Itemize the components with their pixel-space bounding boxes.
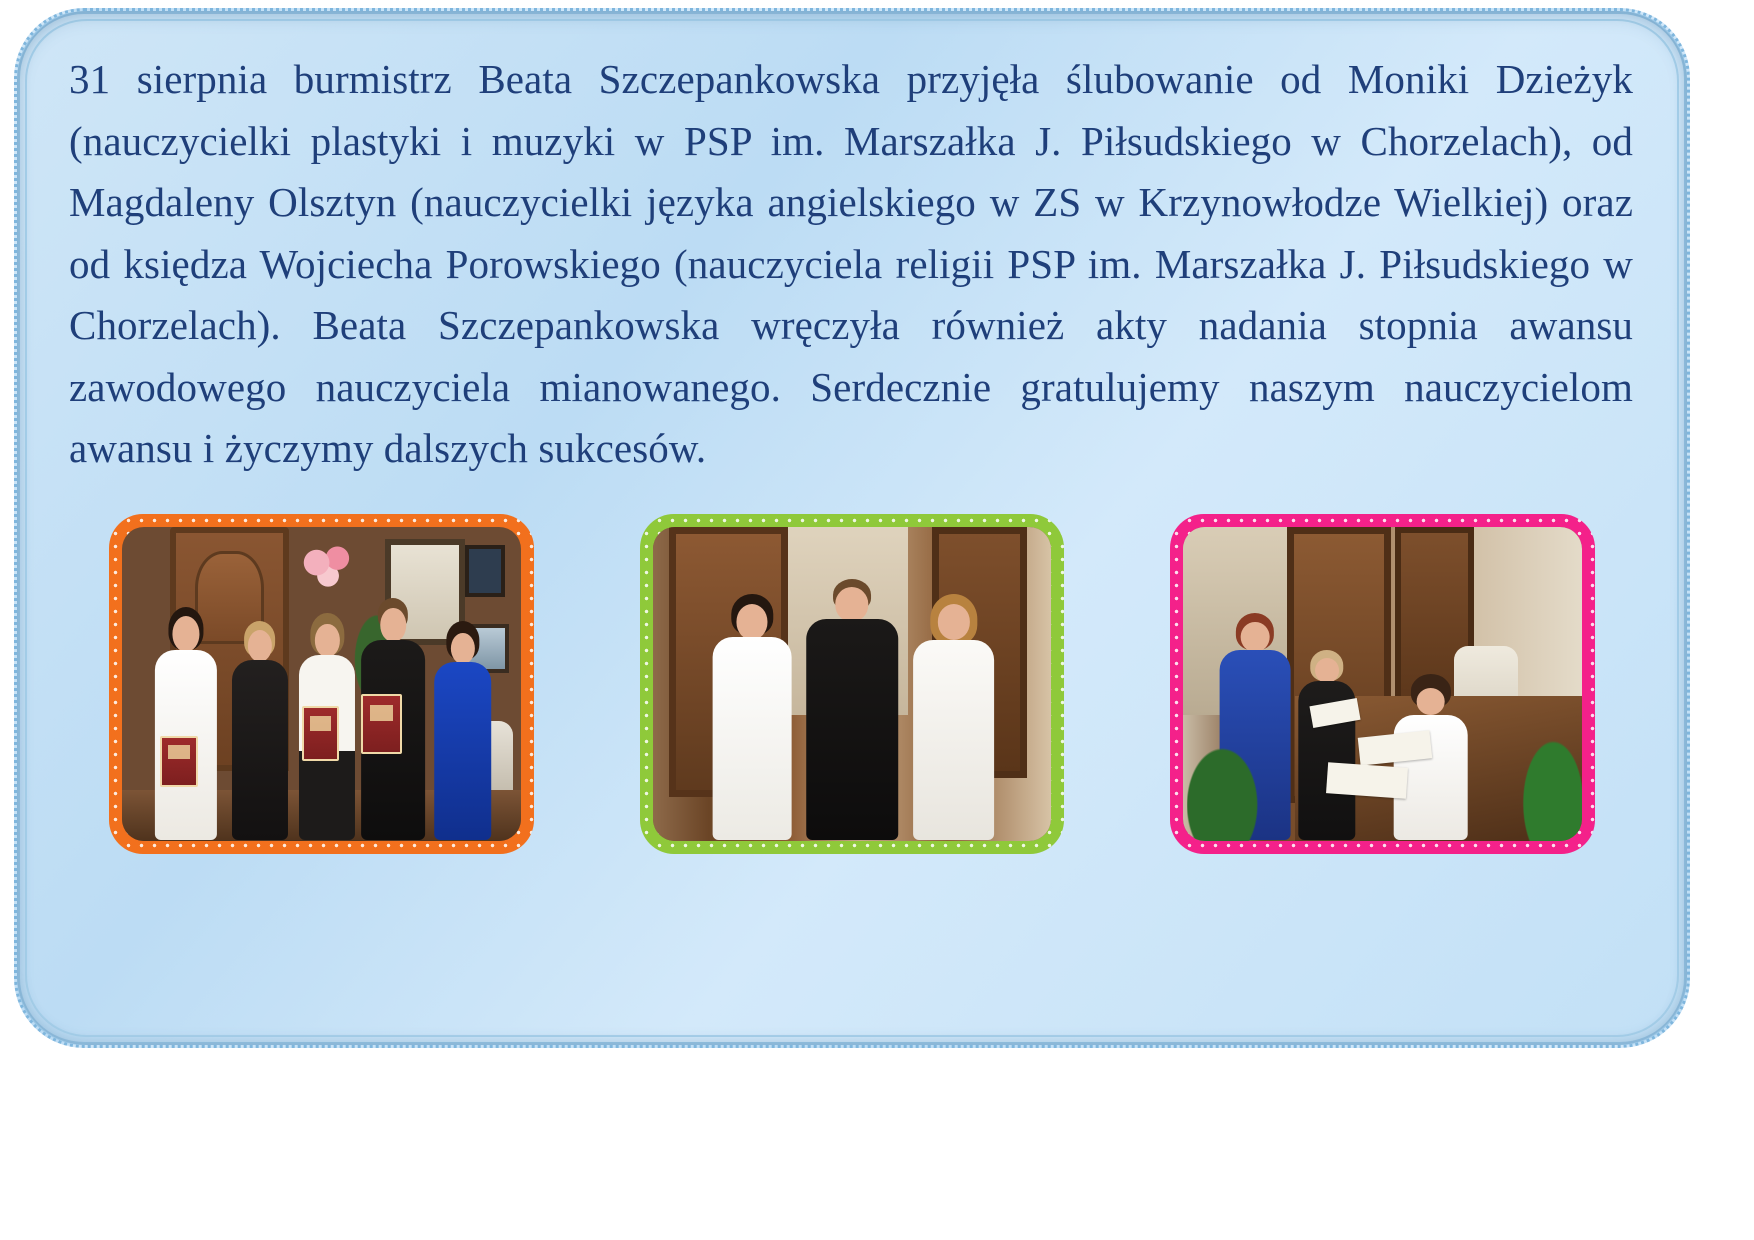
photo-1-person-3-certificate xyxy=(302,706,339,761)
photo-1-person-3-head xyxy=(315,624,339,657)
photo-3-pink-frame[interactable] xyxy=(1170,514,1595,854)
article-text: 31 sierpnia burmistrz Beata Szczepankowska przyjęła ślubowanie od Moniki Dzieżyk (nauczycielki plastyki i muzyki w PSP im. Marszałka J. Piłsudskiego w Chorzelach), od Magdaleny Olsztyn (nauczycielki języka angielskiego w ZS w Krzynowłodze Wielkiej) oraz od księdza Wojciecha Porowskiego (nauczyciela religii PSP im. Marszałka J. Piłsudskiego w Chorzelach). Beata Szczepankowska wręczyła również akty nadania stopnia awansu zawodowego nauczyciela mianowanego. Serdecznie gratulujemy naszym nauczycielom awansu i życzymy dalszych sukcesów. xyxy=(69,56,1633,471)
photo-1-person-5-body xyxy=(434,662,492,841)
panel-content xyxy=(65,49,1639,1015)
photo-2-person-2-body xyxy=(806,619,898,841)
photo-2-person-1-body xyxy=(713,637,792,840)
photo-3-person-standing-dark-head xyxy=(1315,658,1339,683)
photo-1-person-1-head xyxy=(172,616,199,652)
photo-1-person-4-certificate xyxy=(361,694,402,754)
photo-1-flowers xyxy=(301,545,353,589)
photo-3-person-standing-blue-head xyxy=(1241,622,1270,652)
photo-1-person-2-head xyxy=(247,630,271,662)
photo-2-green-frame[interactable] xyxy=(640,514,1065,854)
photo-1-person-5-head xyxy=(451,633,475,665)
photo-1-person-2 xyxy=(222,614,298,840)
photo-2-person-3 xyxy=(900,589,1008,840)
photo-1-person-1 xyxy=(146,602,226,841)
photo-1-image xyxy=(122,527,521,841)
photo-1-person-4-priest xyxy=(353,596,433,841)
photo-2-person-3-body xyxy=(913,640,995,841)
photo-3-document-2 xyxy=(1326,762,1408,799)
photo-gallery xyxy=(65,498,1639,870)
photo-3-person-standing-dark xyxy=(1287,646,1367,841)
photo-1-person-4-head xyxy=(380,608,406,642)
photo-1-wall-frame-small xyxy=(465,545,505,597)
photo-1-orange-frame[interactable] xyxy=(109,514,534,854)
photo-2-person-1-head xyxy=(737,604,768,639)
photo-3-person-signing-head xyxy=(1416,688,1445,715)
photo-1-person-1-certificate xyxy=(160,736,197,788)
photo-2-person-1 xyxy=(701,589,805,840)
photo-3-green-plant xyxy=(1510,715,1582,841)
photo-3-image xyxy=(1183,527,1582,841)
photo-2-image xyxy=(653,527,1052,841)
photo-3-anthurium-plant xyxy=(1187,721,1275,840)
content-panel xyxy=(14,8,1690,1048)
photo-2-person-2-priest xyxy=(796,577,908,841)
photo-1-person-2-body xyxy=(232,660,288,841)
photo-1-person-5 xyxy=(425,614,501,840)
photo-2-person-2-head xyxy=(835,587,868,621)
